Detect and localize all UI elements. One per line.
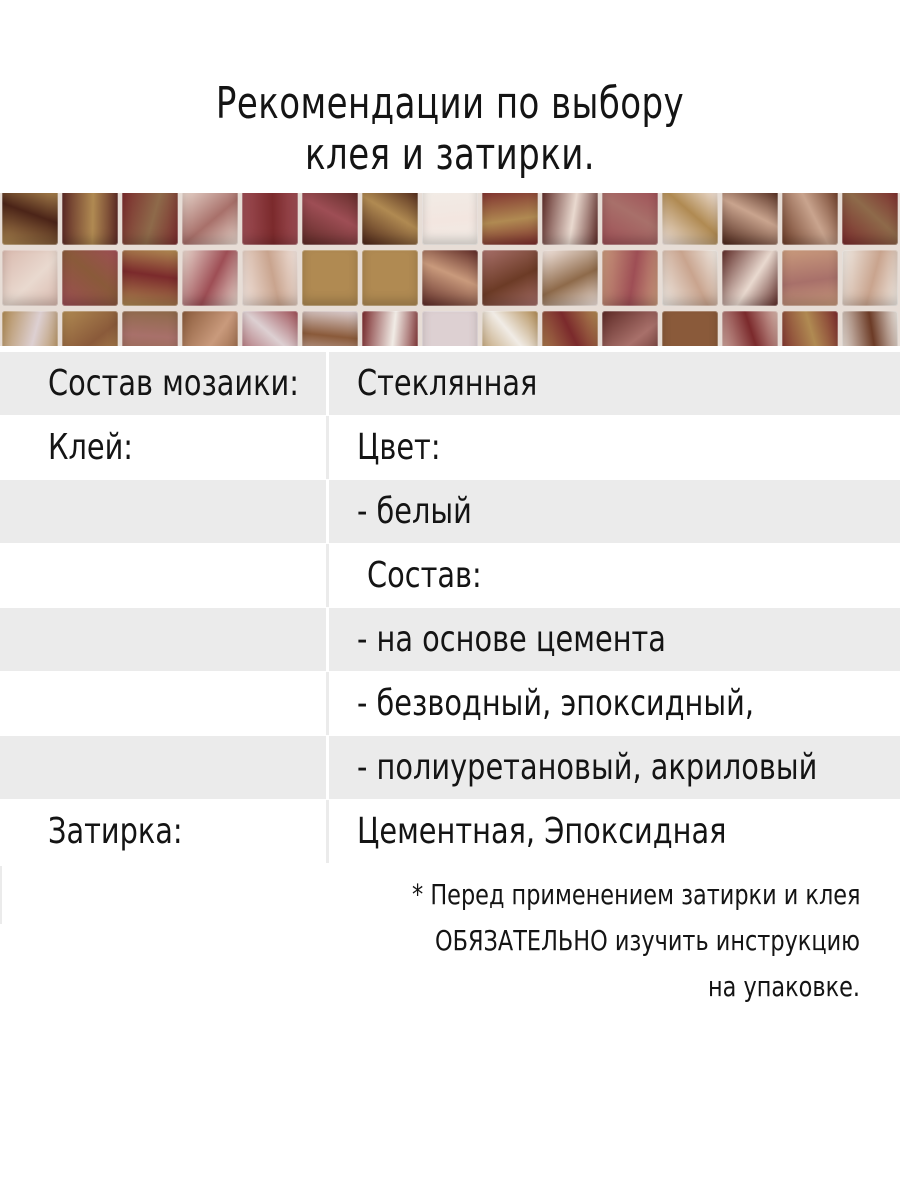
mosaic-tile bbox=[242, 193, 298, 245]
mosaic-tile bbox=[302, 193, 358, 245]
column-divider bbox=[326, 416, 329, 479]
mosaic-tile bbox=[362, 193, 418, 245]
mosaic-tile bbox=[302, 311, 358, 346]
mosaic-tile bbox=[542, 193, 598, 245]
mosaic-tile bbox=[62, 250, 118, 306]
mosaic-tile bbox=[122, 311, 178, 346]
mosaic-tile bbox=[662, 250, 718, 306]
row-label: Состав мозаики: bbox=[48, 363, 299, 404]
row-value: - на основе цемента bbox=[357, 619, 666, 660]
mosaic-tile bbox=[722, 311, 778, 346]
mosaic-tile bbox=[122, 250, 178, 306]
mosaic-tile bbox=[722, 193, 778, 245]
mosaic-tile bbox=[842, 311, 898, 346]
column-divider bbox=[326, 352, 329, 415]
mosaic-tile bbox=[542, 250, 598, 306]
column-divider bbox=[326, 672, 329, 735]
note-line-3: на упаковке. bbox=[708, 970, 860, 1003]
table-row bbox=[0, 608, 900, 671]
mosaic-tile bbox=[602, 250, 658, 306]
mosaic-tile bbox=[662, 311, 718, 346]
mosaic-tile bbox=[422, 193, 478, 245]
mosaic-tile bbox=[362, 311, 418, 346]
mosaic-tile bbox=[782, 250, 838, 306]
recommendation-table bbox=[0, 352, 900, 864]
row-label: Клей: bbox=[48, 427, 133, 468]
row-value: - безводный, эпоксидный, bbox=[357, 683, 754, 724]
mosaic-tile bbox=[2, 311, 58, 346]
mosaic-tile bbox=[62, 193, 118, 245]
mosaic-tile bbox=[62, 311, 118, 346]
column-divider bbox=[326, 800, 329, 863]
mosaic-tile bbox=[602, 311, 658, 346]
mosaic-tile bbox=[2, 250, 58, 306]
row-value: Цвет: bbox=[357, 427, 441, 468]
glass-mosaic-tiles-image bbox=[0, 193, 900, 346]
column-divider bbox=[326, 480, 329, 543]
mosaic-tile bbox=[782, 311, 838, 346]
column-divider bbox=[326, 736, 329, 799]
title-line-1: Рекомендации по выбору bbox=[215, 78, 685, 129]
mosaic-tile bbox=[2, 193, 58, 245]
title-line-2: клея и затирки. bbox=[305, 129, 595, 181]
row-value: - полиуретановый, акриловый bbox=[357, 747, 818, 788]
table-row bbox=[0, 800, 900, 863]
mosaic-tile bbox=[362, 250, 418, 306]
table-row bbox=[0, 672, 900, 735]
mosaic-tile bbox=[242, 311, 298, 346]
row-label: Затирка: bbox=[48, 811, 183, 852]
mosaic-tile bbox=[182, 193, 238, 245]
mosaic-tile bbox=[722, 250, 778, 306]
mosaic-tile bbox=[482, 311, 538, 346]
mosaic-tile bbox=[782, 193, 838, 245]
note-line-1: * Перед применением затирки и клея bbox=[412, 878, 861, 911]
mosaic-tile bbox=[842, 250, 898, 306]
mosaic-tile bbox=[602, 193, 658, 245]
row-value: Цементная, Эпоксидная bbox=[357, 811, 727, 852]
row-value: - белый bbox=[357, 491, 472, 532]
mosaic-tile bbox=[482, 193, 538, 245]
note-divider bbox=[0, 866, 2, 924]
mosaic-tile bbox=[302, 250, 358, 306]
mosaic-tile bbox=[182, 250, 238, 306]
row-value: Стеклянная bbox=[357, 363, 538, 404]
mosaic-tile bbox=[842, 193, 898, 245]
note-line-2: ОБЯЗАТЕЛЬНО изучить инструкцию bbox=[434, 924, 860, 957]
row-value: Состав: bbox=[367, 555, 482, 596]
mosaic-tile bbox=[662, 193, 718, 245]
mosaic-tile bbox=[182, 311, 238, 346]
mosaic-tile bbox=[122, 193, 178, 245]
mosaic-tile bbox=[482, 250, 538, 306]
mosaic-tile bbox=[422, 250, 478, 306]
mosaic-tile bbox=[542, 311, 598, 346]
column-divider bbox=[326, 544, 329, 607]
mosaic-tile bbox=[242, 250, 298, 306]
table-row bbox=[0, 544, 900, 607]
table-row bbox=[0, 736, 900, 799]
table-row bbox=[0, 416, 900, 479]
column-divider bbox=[326, 608, 329, 671]
mosaic-tile bbox=[422, 311, 478, 346]
table-row bbox=[0, 480, 900, 543]
page-title bbox=[63, 78, 837, 180]
table-row bbox=[0, 352, 900, 415]
warning-note bbox=[300, 872, 860, 1010]
